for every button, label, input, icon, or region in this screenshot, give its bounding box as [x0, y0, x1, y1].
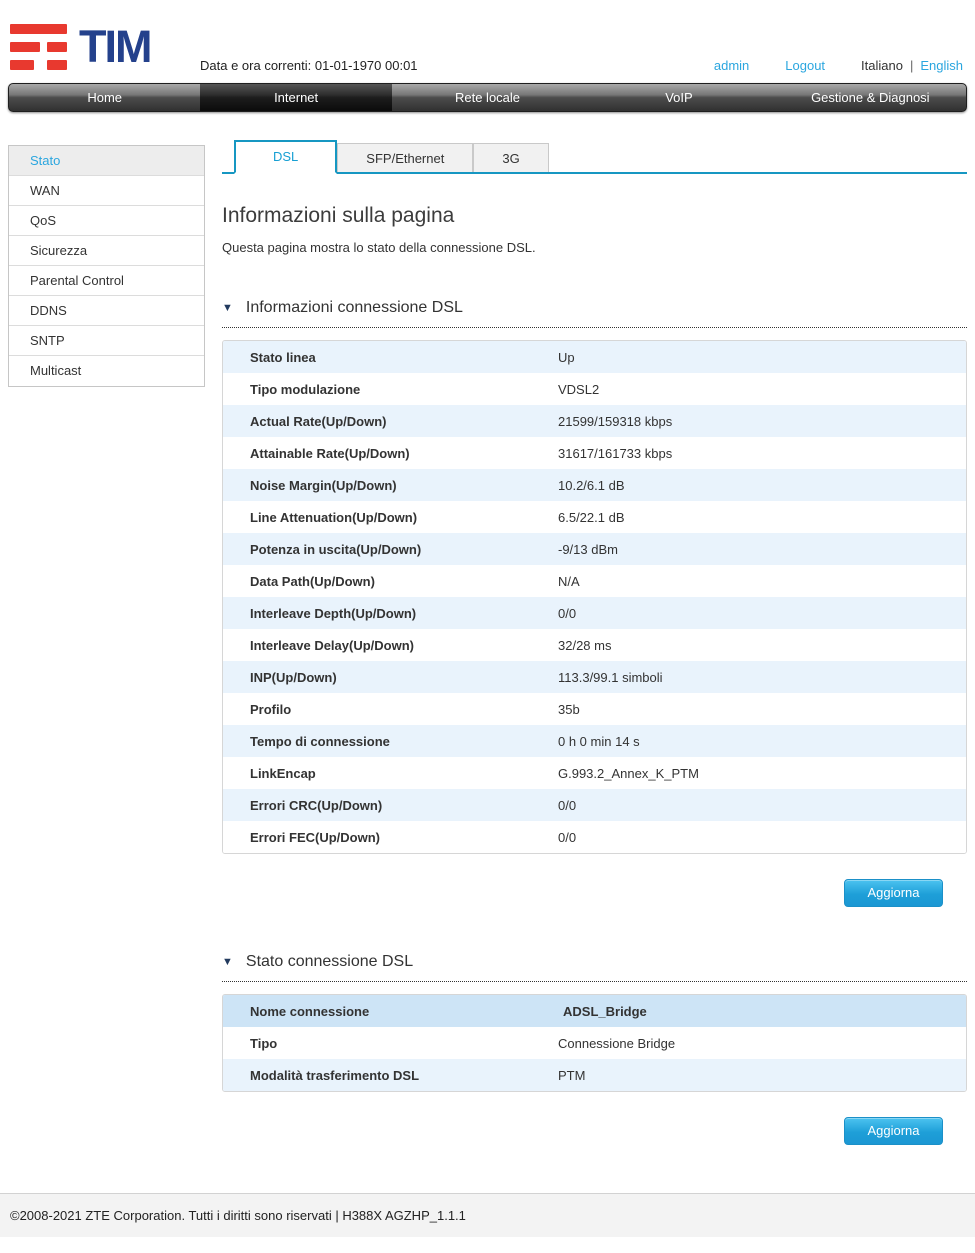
row-label: Line Attenuation(Up/Down)	[250, 509, 418, 525]
main-panel	[222, 140, 967, 1145]
username-link[interactable]: admin	[713, 58, 750, 73]
sidebar-item-stato[interactable]: Stato	[9, 146, 204, 176]
sidebar	[8, 145, 205, 387]
nav-item-internet[interactable]: Internet	[200, 84, 391, 111]
section-title: Stato connessione DSL	[245, 953, 414, 970]
table-row	[223, 1027, 966, 1059]
tim-logo-icon	[10, 24, 67, 70]
table-header-row	[223, 995, 966, 1027]
language-current: Italiano	[861, 58, 903, 73]
refresh-button[interactable]: Aggiorna	[844, 879, 943, 907]
sidebar-item-qos[interactable]: QoS	[9, 206, 204, 236]
row-label: Data Path(Up/Down)	[250, 573, 375, 589]
triangle-down-icon: ▼	[222, 956, 233, 968]
nav-item-rete-locale[interactable]: Rete locale	[454, 90, 521, 105]
row-value: 21599/159318 kbps	[558, 413, 673, 429]
triangle-down-icon: ▼	[222, 302, 233, 314]
row-value: 32/28 ms	[558, 637, 612, 653]
page-title: Informazioni sulla pagina	[222, 204, 455, 227]
row-value: 10.2/6.1 dB	[558, 477, 625, 493]
table-row	[223, 661, 966, 693]
row-value: 0/0	[558, 605, 577, 621]
row-value: PTM	[558, 1067, 586, 1083]
table-row	[223, 693, 966, 725]
row-label: Stato linea	[250, 349, 316, 365]
row-label: Attainable Rate(Up/Down)	[250, 445, 410, 461]
table-row	[223, 437, 966, 469]
row-label: Modalità trasferimento DSL	[250, 1067, 420, 1083]
sidebar-item-parental-control[interactable]: Parental Control	[9, 266, 204, 296]
row-value: N/A	[558, 573, 580, 589]
language-switch-english[interactable]: English	[920, 58, 963, 73]
tab-sfp-ethernet[interactable]: SFP/Ethernet	[337, 143, 473, 172]
row-value: G.993.2_Annex_K_PTM	[558, 765, 699, 781]
table-row	[223, 341, 966, 373]
nav-item-gestione-diagnosi[interactable]: Gestione & Diagnosi	[811, 90, 930, 105]
dsl-info-table	[222, 340, 967, 854]
table-row	[223, 1059, 966, 1091]
tab-dsl[interactable]: DSL	[234, 140, 337, 174]
content	[0, 140, 975, 1145]
section-header-dsl-info[interactable]	[222, 299, 967, 328]
row-label: Tipo	[250, 1035, 278, 1051]
row-label: Profilo	[250, 701, 292, 717]
section-title: Informazioni connessione DSL	[245, 299, 463, 316]
row-label: Interleave Delay(Up/Down)	[250, 637, 414, 653]
section-header-dsl-connection[interactable]	[222, 953, 967, 982]
row-value: 6.5/22.1 dB	[558, 509, 625, 525]
row-label: Actual Rate(Up/Down)	[250, 413, 387, 429]
table-row	[223, 565, 966, 597]
header	[0, 0, 975, 83]
nav-item-home[interactable]: Home	[87, 90, 123, 105]
row-label: Tempo di connessione	[250, 733, 390, 749]
button-bar	[222, 879, 967, 907]
sidebar-item-sntp[interactable]: SNTP	[9, 326, 204, 356]
row-label: INP(Up/Down)	[250, 669, 337, 685]
footer	[0, 1193, 975, 1237]
tab-bar	[222, 140, 967, 174]
row-label: Interleave Depth(Up/Down)	[250, 605, 417, 621]
row-value: 0 h 0 min 14 s	[558, 733, 640, 749]
table-row	[223, 597, 966, 629]
row-label: Errori FEC(Up/Down)	[250, 829, 380, 845]
current-datetime: Data e ora correnti: 01-01-1970 00:01	[200, 58, 418, 73]
row-label: Nome connessione	[250, 1003, 370, 1019]
page-subtitle: Questa pagina mostra lo stato della connessione DSL.	[222, 240, 536, 255]
header-links	[714, 58, 963, 73]
sidebar-item-sicurezza[interactable]: Sicurezza	[9, 236, 204, 266]
logout-link[interactable]: Logout	[785, 58, 826, 73]
logo-wordmark: TIM	[79, 21, 151, 72]
table-row	[223, 533, 966, 565]
sidebar-item-ddns[interactable]: DDNS	[9, 296, 204, 326]
table-row	[223, 629, 966, 661]
sidebar-item-multicast[interactable]: Multicast	[9, 356, 204, 386]
row-value: 35b	[558, 701, 580, 717]
table-row	[223, 821, 966, 853]
row-value: 0/0	[558, 829, 577, 845]
row-value: VDSL2	[558, 381, 600, 397]
row-value: 113.3/99.1 simboli	[558, 669, 663, 685]
table-row	[223, 789, 966, 821]
row-label: Noise Margin(Up/Down)	[250, 477, 397, 493]
row-value: Connessione Bridge	[558, 1035, 676, 1051]
table-row	[223, 725, 966, 757]
table-row	[223, 757, 966, 789]
row-label: LinkEncap	[250, 765, 316, 781]
table-row	[223, 469, 966, 501]
dsl-connection-table	[222, 994, 967, 1092]
sidebar-item-wan[interactable]: WAN	[9, 176, 204, 206]
row-value: 0/0	[558, 797, 577, 813]
language-separator: |	[909, 58, 914, 73]
table-row	[223, 501, 966, 533]
row-label: Potenza in uscita(Up/Down)	[250, 541, 422, 557]
tab-3g[interactable]: 3G	[473, 143, 548, 172]
table-row	[223, 405, 966, 437]
table-row	[223, 373, 966, 405]
copyright-text: ©2008-2021 ZTE Corporation. Tutti i diritti sono riservati | H388X AGZHP_1.1.1	[10, 1208, 466, 1223]
row-value: ADSL_Bridge	[563, 1003, 647, 1019]
row-label: Tipo modulazione	[250, 381, 361, 397]
button-bar	[222, 1117, 967, 1145]
row-value: -9/13 dBm	[558, 541, 618, 557]
main-nav	[8, 83, 967, 112]
row-value: Up	[558, 349, 575, 365]
tim-logo	[10, 21, 151, 72]
nav-item-voip[interactable]: VoIP	[665, 90, 693, 105]
row-label: Errori CRC(Up/Down)	[250, 797, 383, 813]
row-value: 31617/161733 kbps	[558, 445, 673, 461]
refresh-button[interactable]: Aggiorna	[844, 1117, 943, 1145]
